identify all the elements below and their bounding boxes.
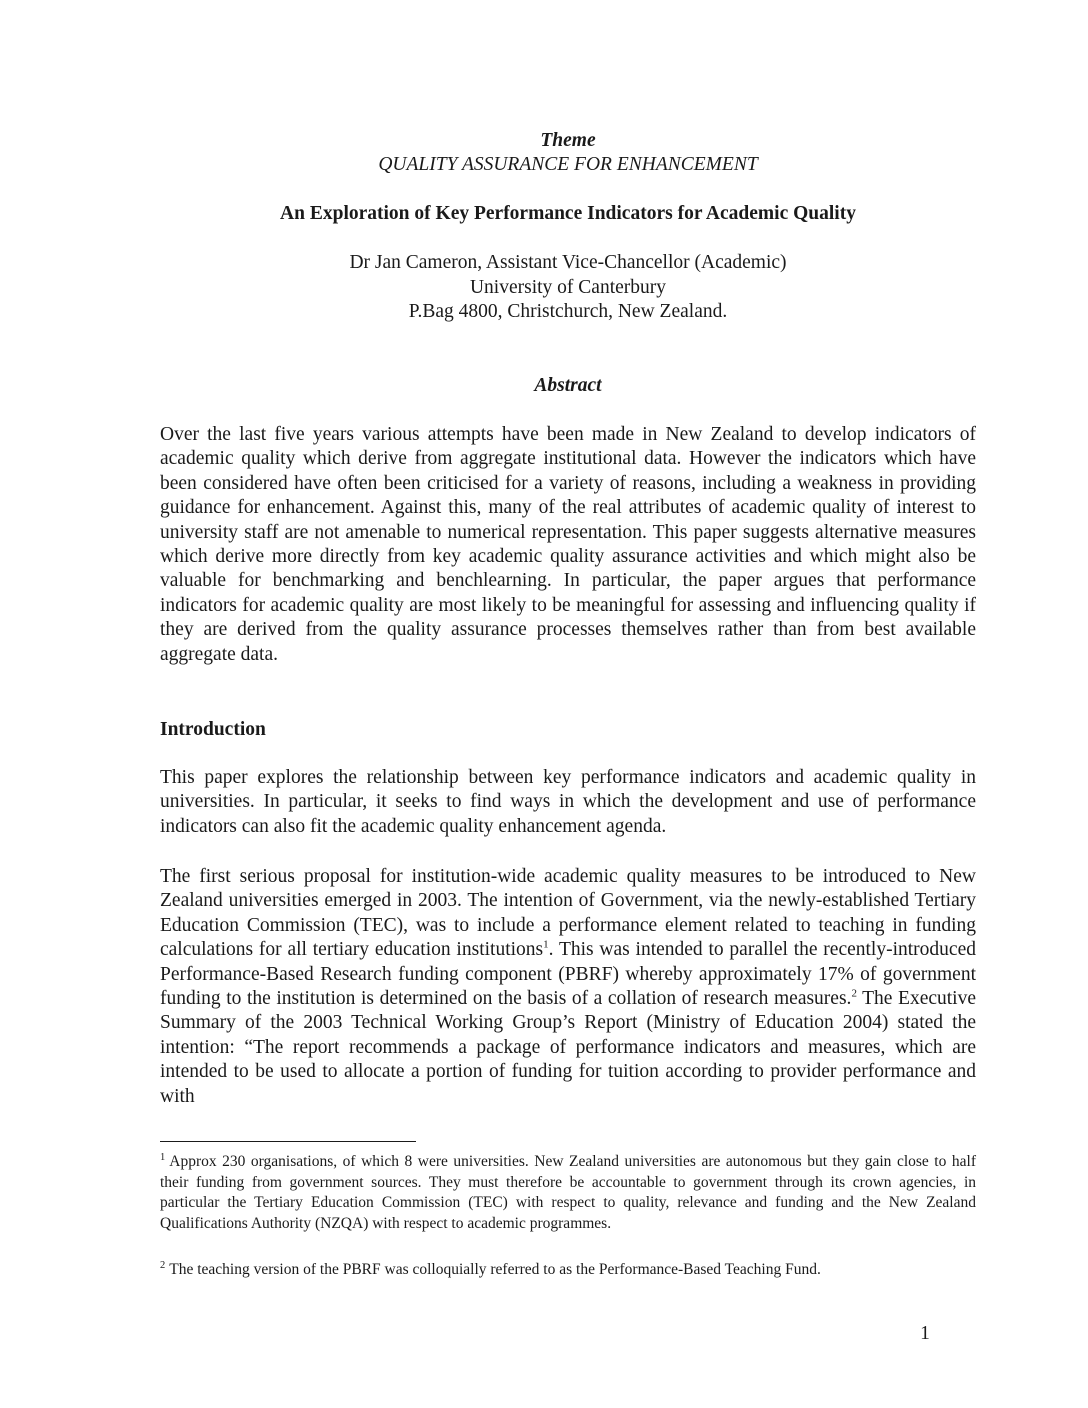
introduction-heading: Introduction: [160, 719, 266, 740]
paragraph-text: The Executive Summary of the 2003 Technical Working Group’s Report (Ministry of Education 2004) stated the intention: “The report recommends a package of performance indicators and measures, which are intended to be used to allocate a portion of funding for tuition according to provider performance and with: [160, 988, 976, 1107]
footnote-text: Approx 230 organisations, of which 8 were universities. New Zealand universities are autonomous but they gain close to half their funding from government sources. They must therefore be accountable to government through its crown agencies, in particular the Tertiary Education Commission (TEC) with respect to quality, relevance and funding and the New Zealand Qualifications Authority (NZQA) with respect to academic programmes.: [160, 1153, 976, 1232]
abstract-heading: Abstract: [534, 375, 602, 396]
footnote-mark: 2: [160, 1259, 166, 1271]
footnote-reference-1: 1: [543, 938, 549, 951]
paragraph-text: The first serious proposal for institution-wide academic quality measures to be introduced to New Zealand universities emerged in 2003. The intention of Government, via the newly-established Tertiary Education Commission (TEC), was to include a performance element related to teaching in funding calculations for all tertiary education institutions: [160, 866, 976, 961]
footnote-mark: 1: [160, 1151, 166, 1163]
abstract-text: Over the last five years various attempts have been made in New Zealand to develop indicators of academic quality which derive from aggregate institutional data. However the indicators which have been considered have often been criticised for a variety of reasons, including a weakness in providing guidance for enhancement. Against this, many of the real attributes of academic quality of interest to university staff are not amenable to numerical representation. This paper suggests alternative measures which derive more directly from key academic quality assurance activities and which might also be valuable for benchmarking and benchlearning. In particular, the paper argues that performance indicators for academic quality are most likely to be meaningful for assessing and influencing quality if they are derived from the quality assurance processes themselves rather than from best available aggregate data.: [160, 424, 976, 665]
footnote-2: [160, 1260, 976, 1281]
author-institution: University of Canterbury: [469, 276, 667, 298]
footnote-1: [160, 1152, 976, 1234]
introduction-paragraph-1: This paper explores the relationship between key performance indicators and academic quality in universities. In particular, it seeks to find ways in which the development and use of performance indicators can also fit the academic quality enhancement agenda.: [160, 767, 976, 837]
theme-label: Theme: [540, 130, 596, 151]
footnote-divider: [160, 1141, 416, 1142]
introduction-paragraph-2: [160, 865, 976, 1109]
author-address: P.Bag 4800, Christchurch, New Zealand.: [408, 301, 728, 322]
paper-title: An Exploration of Key Performance Indicators for Academic Quality: [280, 203, 856, 224]
footnote-text: The teaching version of the PBRF was colloquially referred to as the Performance-Based Teaching Fund.: [169, 1261, 821, 1278]
footnote-reference-2: 2: [851, 987, 857, 1000]
author-name: Dr Jan Cameron, Assistant Vice-Chancellor (Academic): [349, 252, 787, 273]
paragraph-text: . This was intended to parallel the recently-introduced Performance-Based Research funding component (PBRF) whereby approximately 17% of government funding to the institution is determined on the basis of a collation of research measures.: [160, 939, 976, 1010]
page-number: 1: [920, 1323, 930, 1344]
theme-title: QUALITY ASSURANCE FOR ENHANCEMENT: [378, 154, 758, 175]
author-block: [160, 251, 976, 325]
